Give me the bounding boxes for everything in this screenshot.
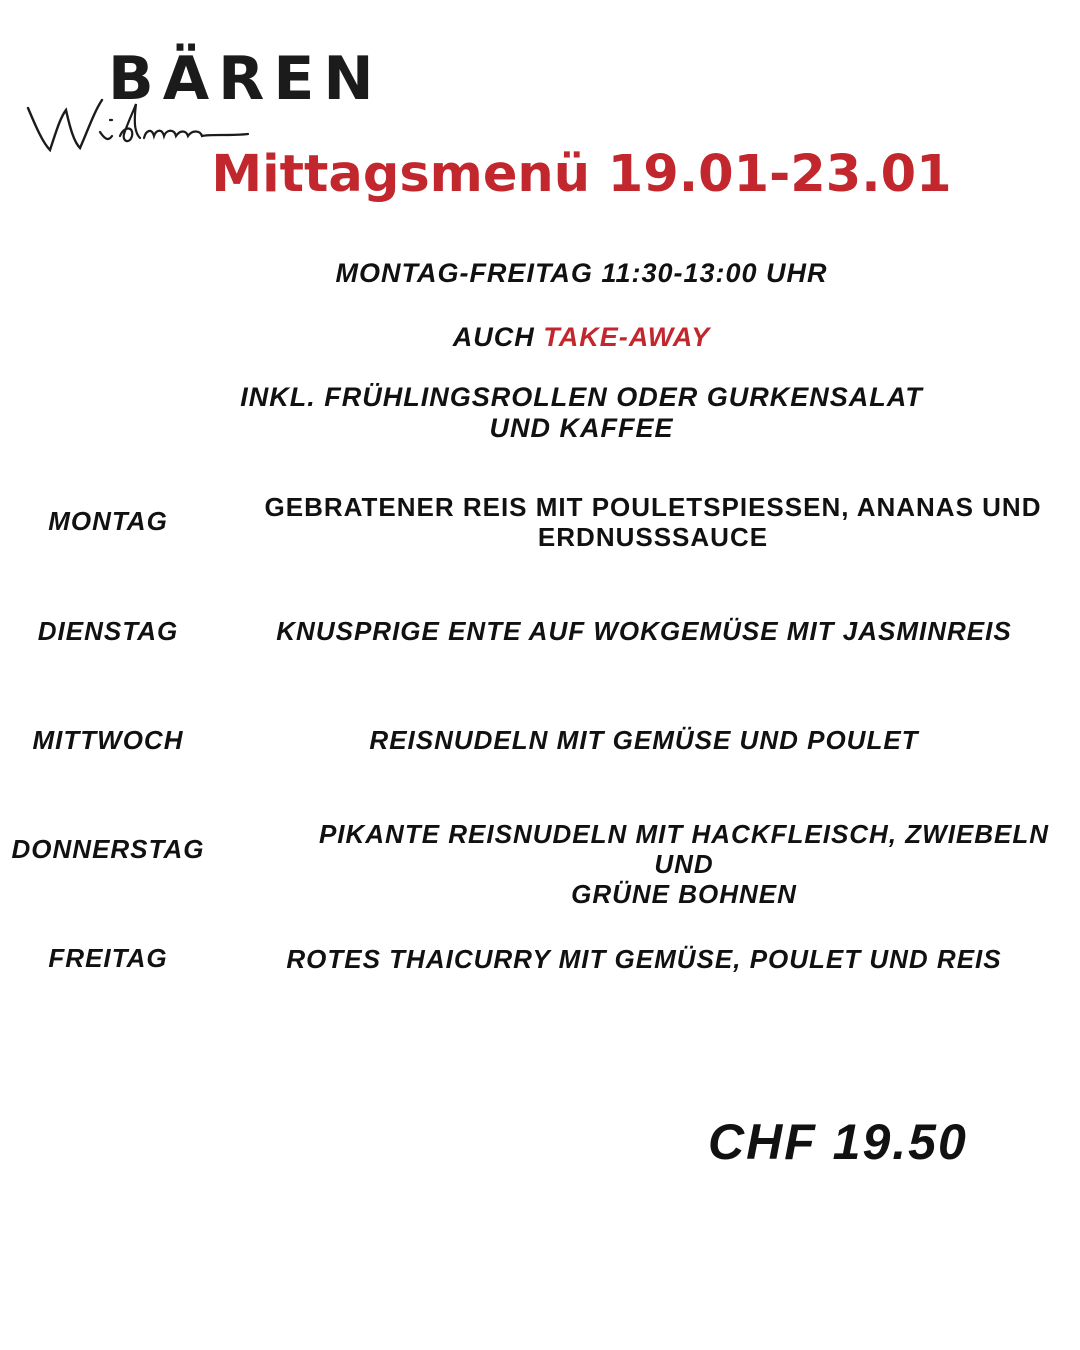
- takeaway-prefix: AUCH: [452, 322, 544, 352]
- dish-line: ERDNUSSSAUCE: [537, 522, 769, 552]
- day-label-thursday: DONNERSTAG: [11, 834, 205, 864]
- menu-price: CHF 19.50: [708, 1114, 968, 1170]
- takeaway-highlight: TAKE-AWAY: [543, 322, 711, 352]
- dish-monday: [248, 492, 1058, 552]
- dish-line: GEBRATENER REIS MIT POULETSPIESSEN, ANANAS UND: [264, 492, 1042, 522]
- dish-friday: [248, 944, 1040, 974]
- dish-line: PIKANTE REISNUDELN MIT HACKFLEISCH, ZWIEBELN UND: [318, 819, 1050, 879]
- dish-line: REISNUDELN MIT GEMÜSE UND POULET: [369, 725, 919, 755]
- dish-thursday: [300, 819, 1068, 909]
- day-label-friday: FREITAG: [48, 943, 168, 973]
- included-note: [0, 382, 1080, 444]
- included-line-2: UND KAFFEE: [489, 413, 674, 443]
- dish-line: ROTES THAICURRY MIT GEMÜSE, POULET UND REIS: [286, 944, 1002, 974]
- day-label-tuesday: DIENSTAG: [37, 616, 179, 646]
- logo-wordmark: BÄREN: [108, 44, 383, 114]
- opening-hours: MONTAG-FREITAG 11:30-13:00 UHR: [335, 258, 828, 288]
- dish-tuesday: [248, 616, 1040, 646]
- day-label-monday: MONTAG: [48, 506, 168, 536]
- takeaway-note: [0, 322, 1080, 353]
- dish-line: KNUSPRIGE ENTE AUF WOKGEMÜSE MIT JASMINREIS: [276, 616, 1012, 646]
- dish-line: GRÜNE BOHNEN: [571, 879, 797, 909]
- dish-wednesday: [248, 725, 1040, 755]
- day-label-wednesday: MITTWOCH: [32, 725, 184, 755]
- menu-title: Mittagsmenü 19.01-23.01: [211, 145, 952, 204]
- included-line-1: INKL. FRÜHLINGSROLLEN ODER GURKENSALAT: [240, 382, 923, 412]
